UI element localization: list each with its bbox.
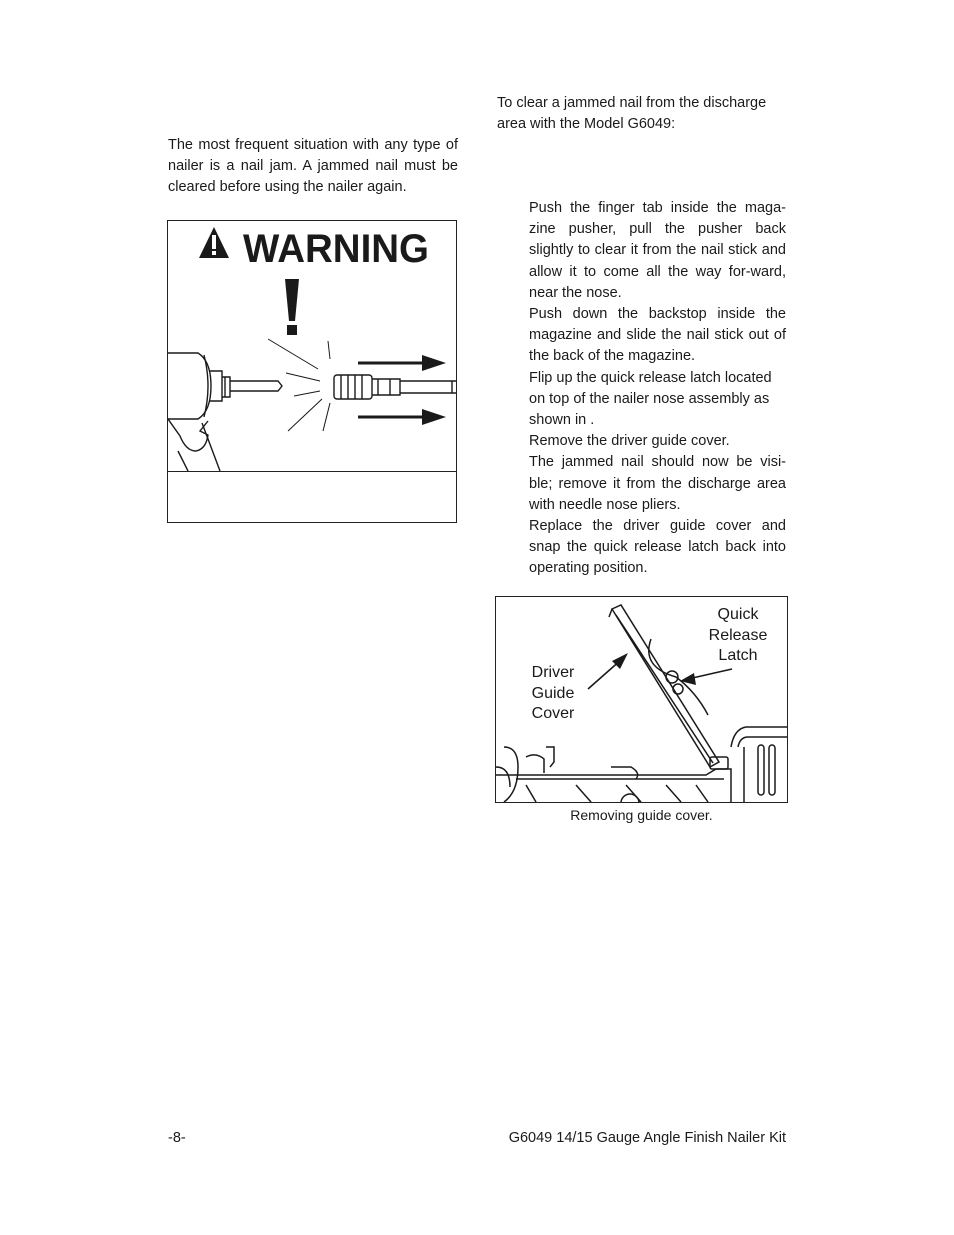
clear-jam-intro: To clear a jammed nail from the discharge area with the Model G6049: <box>497 95 767 133</box>
jam-clearing-steps <box>529 198 786 580</box>
driver-guide-cover-label <box>520 663 586 725</box>
quick-release-latch-label <box>696 605 780 667</box>
warning-illustration <box>168 221 457 471</box>
manual-title: G6049 14/15 Gauge Angle Finish Nailer Kit <box>508 1130 786 1146</box>
page-number: -8- <box>168 1130 186 1146</box>
nailer-body-icon <box>168 353 282 471</box>
cover-arrow-icon <box>588 653 628 689</box>
warning-divider <box>168 471 456 472</box>
latch-label-line-1: Quick <box>717 606 759 623</box>
nail-jam-intro: The most frequent situation with any type of nailer is a nail jam. A jammed nail must be cleared before using the nailer again. <box>168 137 458 196</box>
step-1: Push the finger tab inside the maga-zine pusher, pull the pusher back slightly to clear it from the nail stick and allow it to come all the way for-ward, near the nose. <box>529 200 786 301</box>
cover-label-line-1: Driver <box>531 664 575 681</box>
warning-title: WARNING <box>243 227 429 271</box>
latch-label-line-3: Latch <box>718 647 758 664</box>
arrow-right-icon <box>358 355 446 371</box>
step-2: Push down the backstop inside the magazine and slide the nail stick out of the back of the magazine. <box>529 306 786 365</box>
cover-label-line-2: Guide <box>531 684 575 702</box>
warning-triangle-icon <box>199 227 229 258</box>
warning-box <box>167 220 457 523</box>
guide-cover-figure <box>495 596 788 803</box>
step-4: Remove the driver guide cover. <box>529 433 730 450</box>
arrow-right-icon-2 <box>358 409 446 425</box>
cover-label-line-3: Cover <box>531 705 575 722</box>
air-coupler-icon <box>334 375 457 399</box>
step-5: The jammed nail should now be visi-ble; remove it from the discharge area with needle nose pliers. <box>529 454 786 513</box>
figure-caption: Removing guide cover. <box>570 807 713 823</box>
burst-lines-icon <box>268 339 330 431</box>
step-6: Replace the driver guide cover and snap the quick release latch back into operating position. <box>529 518 786 577</box>
exclamation-icon <box>285 279 299 335</box>
latch-label-line-2: Release <box>708 626 768 644</box>
latch-arrow-icon <box>680 669 732 685</box>
step-3: Flip up the quick release latch located on top of the nailer nose assembly as shown in . <box>529 369 772 429</box>
